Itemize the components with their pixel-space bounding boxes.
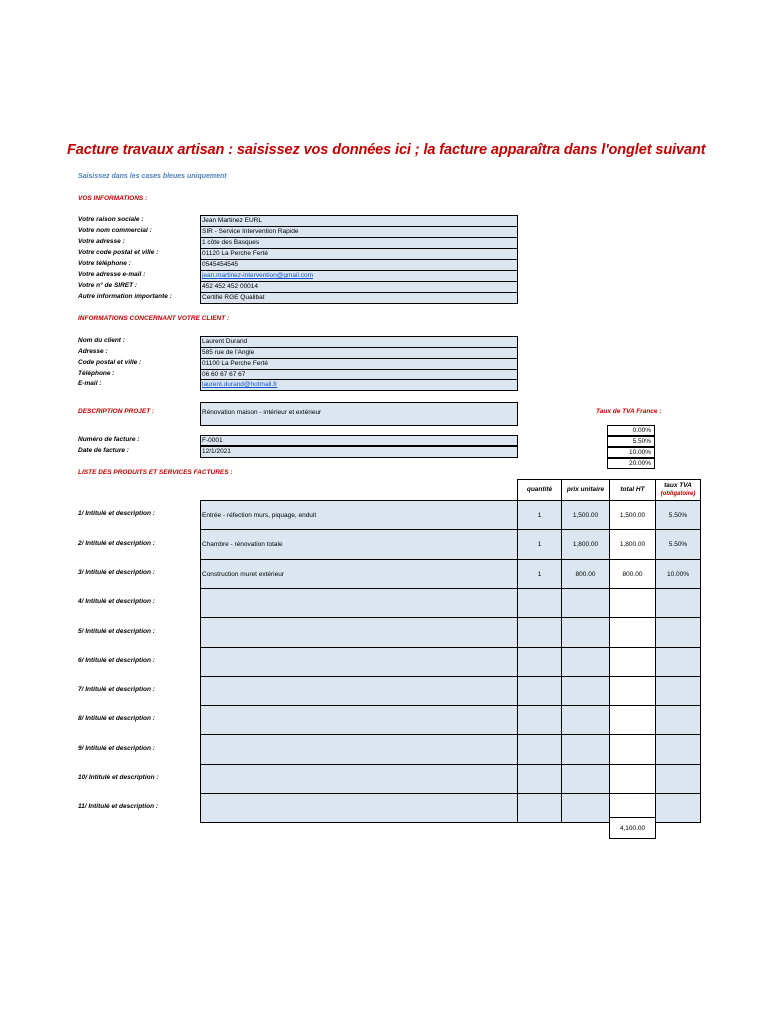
product-unit-price-field[interactable]: 800.00 bbox=[561, 559, 610, 589]
product-total-ht bbox=[609, 734, 656, 765]
product-unit-price-field[interactable] bbox=[561, 764, 610, 794]
vos-info-field[interactable]: Jean Martinez EURL bbox=[200, 215, 518, 227]
product-total-ht bbox=[609, 676, 656, 706]
tva-rate-cell: 20.00% bbox=[607, 458, 655, 469]
product-unit-price-field[interactable] bbox=[561, 647, 610, 677]
vos-info-label: Votre adresse e-mail : bbox=[78, 271, 146, 278]
vos-info-field[interactable]: Certifié RGE Qualibat bbox=[200, 292, 518, 304]
product-quantity-field[interactable] bbox=[517, 617, 562, 648]
product-total-ht: 1,500.00 bbox=[609, 500, 656, 530]
product-tva-field[interactable] bbox=[655, 734, 701, 765]
product-row-label: 2/ Intitulé et description : bbox=[78, 539, 155, 547]
tva-rate-cell: 10.00% bbox=[607, 447, 655, 458]
vos-info-field[interactable]: 0545454545 bbox=[200, 259, 518, 271]
product-row-label: 7/ Intitulé et description : bbox=[78, 686, 155, 693]
vos-info-field[interactable]: 01120 La Perche Ferté bbox=[200, 248, 518, 260]
product-tva-field[interactable]: 5.50% bbox=[655, 529, 701, 560]
product-total-ht bbox=[609, 705, 656, 735]
product-row-label: 10/ Intitulé et description : bbox=[78, 774, 159, 781]
date-facture-label: Date de facture : bbox=[78, 447, 129, 454]
product-tva-field[interactable] bbox=[655, 705, 701, 735]
product-quantity-field[interactable] bbox=[517, 793, 562, 823]
product-quantity-field[interactable]: 1 bbox=[517, 559, 562, 589]
vos-info-label: Votre nom commercial : bbox=[78, 227, 152, 234]
product-quantity-field[interactable]: 1 bbox=[517, 500, 562, 530]
tva-rates-title: Taux de TVA France : bbox=[596, 408, 662, 415]
product-description-field[interactable]: Chambre - rénovation totale bbox=[200, 529, 518, 560]
product-unit-price-field[interactable] bbox=[561, 617, 610, 648]
product-tva-field[interactable] bbox=[655, 764, 701, 794]
product-unit-price-field[interactable]: 1,500.00 bbox=[561, 500, 610, 530]
product-unit-price-field[interactable] bbox=[561, 793, 610, 823]
product-description-field[interactable] bbox=[200, 764, 518, 794]
vos-info-field[interactable]: SIR - Service Intervention Rapide bbox=[200, 226, 518, 238]
product-total-ht bbox=[609, 617, 656, 648]
tva-rate-cell: 5.50% bbox=[607, 436, 655, 447]
product-tva-field[interactable] bbox=[655, 647, 701, 677]
product-unit-price-field[interactable] bbox=[561, 676, 610, 706]
section-produits: LISTE DES PRODUITS ET SERVICES FACTURES : bbox=[78, 469, 233, 476]
product-total-ht bbox=[609, 647, 656, 677]
product-row-label: 11/ Intitulé et description : bbox=[78, 803, 159, 810]
product-row-label: 4/ Intitulé et description : bbox=[78, 598, 155, 605]
product-tva-field[interactable] bbox=[655, 793, 701, 823]
projet-label: DESCRIPTION PROJET : bbox=[78, 408, 155, 415]
header-quantite: quantité bbox=[517, 479, 562, 501]
vos-info-field[interactable]: 452 452 452 00014 bbox=[200, 281, 518, 293]
product-description-field[interactable] bbox=[200, 793, 518, 823]
product-description-field[interactable] bbox=[200, 647, 518, 677]
client-label: E-mail : bbox=[78, 380, 102, 387]
product-unit-price-field[interactable] bbox=[561, 705, 610, 735]
product-quantity-field[interactable] bbox=[517, 764, 562, 794]
product-quantity-field[interactable]: 1 bbox=[517, 529, 562, 560]
product-row-label: 5/ Intitulé et description : bbox=[78, 627, 155, 635]
projet-description-field[interactable]: Rénovation maison - intérieur et extérieur bbox=[200, 402, 518, 426]
vos-info-label: Votre code postal et ville : bbox=[78, 249, 159, 256]
product-total-ht: 800.00 bbox=[609, 559, 656, 589]
product-row-label: 9/ Intitulé et description : bbox=[78, 744, 155, 752]
product-tva-field[interactable] bbox=[655, 617, 701, 648]
product-row-label: 8/ Intitulé et description : bbox=[78, 715, 155, 722]
product-description-field[interactable] bbox=[200, 705, 518, 735]
product-unit-price-field[interactable] bbox=[561, 588, 610, 618]
vos-info-field[interactable]: jean.martinez-intervention@gmail.com bbox=[200, 270, 518, 282]
product-total-ht bbox=[609, 588, 656, 618]
vos-info-label: Votre n° de SIRET : bbox=[78, 282, 138, 289]
client-label: Nom du client : bbox=[78, 337, 125, 344]
product-total-ht bbox=[609, 764, 656, 794]
product-description-field[interactable] bbox=[200, 734, 518, 765]
client-label: Code postal et ville : bbox=[78, 359, 142, 366]
header-prix-unitaire: prix unitaire bbox=[561, 479, 610, 501]
vos-info-label: Votre raison sociale : bbox=[78, 216, 144, 223]
product-tva-field[interactable]: 5.50% bbox=[655, 500, 701, 530]
product-quantity-field[interactable] bbox=[517, 734, 562, 765]
grand-total: 4,100.00 bbox=[609, 817, 656, 839]
product-total-ht: 1,800.00 bbox=[609, 529, 656, 560]
page-title: Facture travaux artisan : saisissez vos données ici ; la facture apparaîtra dans l'onglet suivant bbox=[67, 142, 706, 158]
instruction-text: Saisissez dans les cases bleues uniquement bbox=[78, 173, 227, 180]
product-row-label: 3/ Intitulé et description : bbox=[78, 569, 155, 576]
numero-facture-field[interactable]: F-0001 bbox=[200, 435, 518, 446]
client-field[interactable]: laurent.durand@hotmail.fr bbox=[200, 379, 518, 391]
client-field[interactable]: 06 60 67 67 67 bbox=[200, 369, 518, 380]
product-description-field[interactable] bbox=[200, 676, 518, 706]
client-label: Téléphone : bbox=[78, 370, 115, 377]
client-field[interactable]: 585 rue de l'Angle bbox=[200, 347, 518, 359]
product-quantity-field[interactable] bbox=[517, 647, 562, 677]
product-unit-price-field[interactable] bbox=[561, 734, 610, 765]
product-description-field[interactable]: Construction muret extérieur bbox=[200, 559, 518, 589]
client-label: Adresse : bbox=[78, 348, 108, 355]
product-row-label: 6/ Intitulé et description : bbox=[78, 657, 155, 664]
section-vos-informations: VOS INFORMATIONS : bbox=[78, 195, 148, 202]
product-unit-price-field[interactable]: 1,800.00 bbox=[561, 529, 610, 560]
product-description-field[interactable]: Entrée - réfection murs, piquage, enduit bbox=[200, 500, 518, 530]
numero-facture-label: Numéro de facture : bbox=[78, 436, 140, 443]
product-tva-field[interactable]: 10.00% bbox=[655, 559, 701, 589]
date-facture-field[interactable]: 12/1/2021 bbox=[200, 446, 518, 458]
product-row-label: 1/ Intitulé et description : bbox=[78, 510, 155, 517]
product-quantity-field[interactable] bbox=[517, 705, 562, 735]
header-taux-tva: taux TVA (obligatoire) bbox=[655, 479, 701, 501]
header-total-ht: total HT bbox=[609, 479, 656, 501]
vos-info-label: Autre information importante : bbox=[78, 293, 172, 300]
vos-info-label: Votre adresse : bbox=[78, 238, 125, 245]
product-quantity-field[interactable] bbox=[517, 676, 562, 706]
product-description-field[interactable] bbox=[200, 588, 518, 618]
client-field[interactable]: Laurent Durand bbox=[200, 336, 518, 348]
product-tva-field[interactable] bbox=[655, 676, 701, 706]
product-tva-field[interactable] bbox=[655, 588, 701, 618]
tva-rate-cell: 0.00% bbox=[607, 425, 655, 436]
vos-info-label: Votre téléphone : bbox=[78, 260, 131, 267]
vos-info-field[interactable]: 1 côte des Basques bbox=[200, 237, 518, 249]
product-description-field[interactable] bbox=[200, 617, 518, 648]
product-quantity-field[interactable] bbox=[517, 588, 562, 618]
section-client: INFORMATIONS CONCERNANT VOTRE CLIENT : bbox=[78, 315, 230, 322]
client-field[interactable]: 01100 La Perche Ferté bbox=[200, 358, 518, 370]
